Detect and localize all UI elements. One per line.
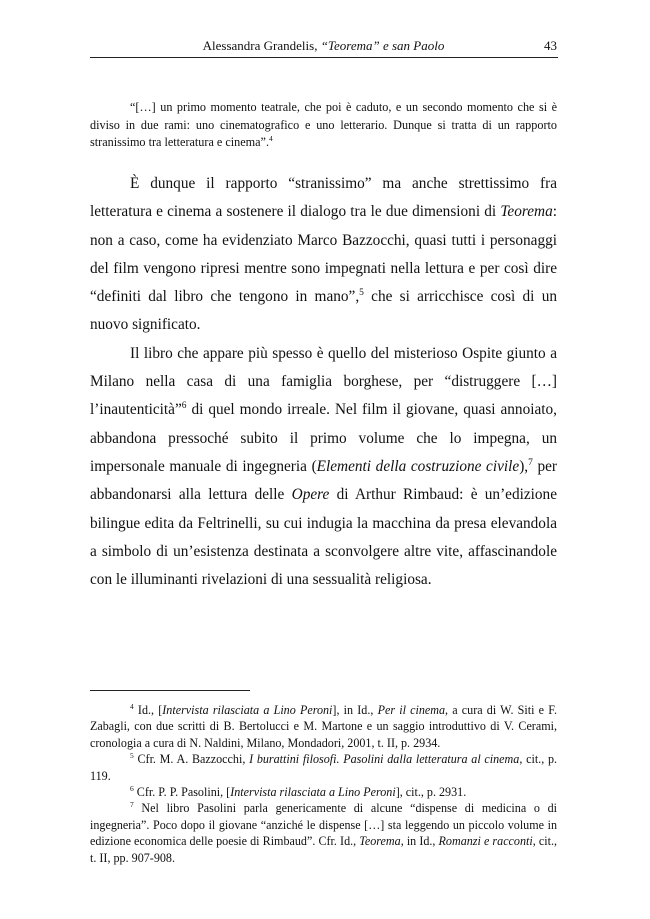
page-number: 43 [544, 38, 557, 53]
block-quote [90, 99, 557, 152]
footnote-number: 7 [130, 800, 134, 810]
work-title-teorema: Teorema [500, 203, 553, 221]
paragraph-1: È dunque il rapporto “stranissimo” ma anche strettissimo fra letteratura e cinema a sostenere il dialogo tra le due dimensioni di Teorema: non a caso, come ha evidenziato Marco Bazzocchi, quasi tutti i personaggi del film vengono ripresi mentre sono impegnati nella lettura e per così dire “definiti dal libro che tengono in mano”,$^5$ che si arricchisce così di un nuovo significato. [90, 175, 557, 334]
header-author: Alessandra Grandelis, [202, 38, 321, 53]
header-rule [90, 57, 558, 58]
footnote-6: $^6$ Cfr. P. P. Pasolini, [Intervista rilasciata a Lino Peroni], cit., p. 2931. [130, 784, 467, 800]
footnote-number: 6 [130, 784, 134, 793]
footnote-ref-7[interactable]: 7 [528, 457, 533, 468]
paragraph-2: Il libro che appare più spesso è quello del misterioso Ospite giunto a Milano nella casa di una famiglia borghese, per “distruggere […] l’inautenticità”$^6$ di quel mondo irreale. Nel film il giovane, quasi annoiato, abbandona pressoché subito il primo volume che lo impegna, un impersonale manuale di ingegneria (Elementi della costruzione civile),$^7$ per abbandonarsi alla lettura delle Opere di Arthur Rimbaud: è un’edizione bilingue edita da Feltrinelli, su cui indugia la macchina da presa elevandola a simbolo di un’esistenza destinata a sconvolgere altre vite, affascinandole con le illuminanti rivelazioni di una sessualità religiosa. [90, 344, 558, 589]
quote-text: “[…] un primo momento teatrale, che poi è caduto, e un secondo momento che si è diviso in due rami: uno cinematografico e uno letterario. Dunque si tratta di un rapporto stranissimo tra letteratura e cinema”. [90, 100, 557, 149]
footnote-ref-5[interactable]: 5 [359, 288, 364, 299]
footnote-rule [90, 690, 250, 691]
footnote-5: $^5$ Cfr. M. A. Bazzocchi, I burattini filosofi. Pasolini dalla letteratura al cinema, cit., p. 119. [90, 751, 558, 783]
footnote-ref-6[interactable]: 6 [181, 401, 187, 412]
footnote-number: 5 [130, 751, 134, 761]
book-title-elementi: Elementi della costruzione civile [316, 457, 520, 475]
footnote-4: $^4$ Id., [Intervista rilasciata a Lino Peroni], in Id., Per il cinema, a cura di W. Siti e F. Zabagli, con due scritti di B. Bertolucci e M. Martone e un saggio introduttivo di V. Cerami, cronologia a cura di N. Naldini, Milano, Mondadori, 2001, t. II, p. 2934. [90, 701, 558, 750]
running-title [90, 38, 557, 54]
footnote-ref-4[interactable]: 4 [269, 133, 273, 143]
footnote-number: 4 [130, 701, 134, 711]
footnotes [90, 702, 557, 866]
book-title-opere: Opere [291, 486, 330, 504]
running-header [90, 38, 557, 58]
header-title: “Teorema” e san Paolo [320, 38, 445, 53]
footnote-7: $^7$ Nel libro Pasolini parla genericamente di alcune “dispense di medicina o di ingegneria”. Poco dopo il giovane “anziché le dispense […] sta leggendo un piccolo volume in edizione economica delle poesie di Rimbaud”. Cfr. Id., Teorema, in Id., Romanzi e racconti, cit., t. II, pp. 907-908. [90, 800, 558, 865]
body-text [90, 170, 557, 594]
